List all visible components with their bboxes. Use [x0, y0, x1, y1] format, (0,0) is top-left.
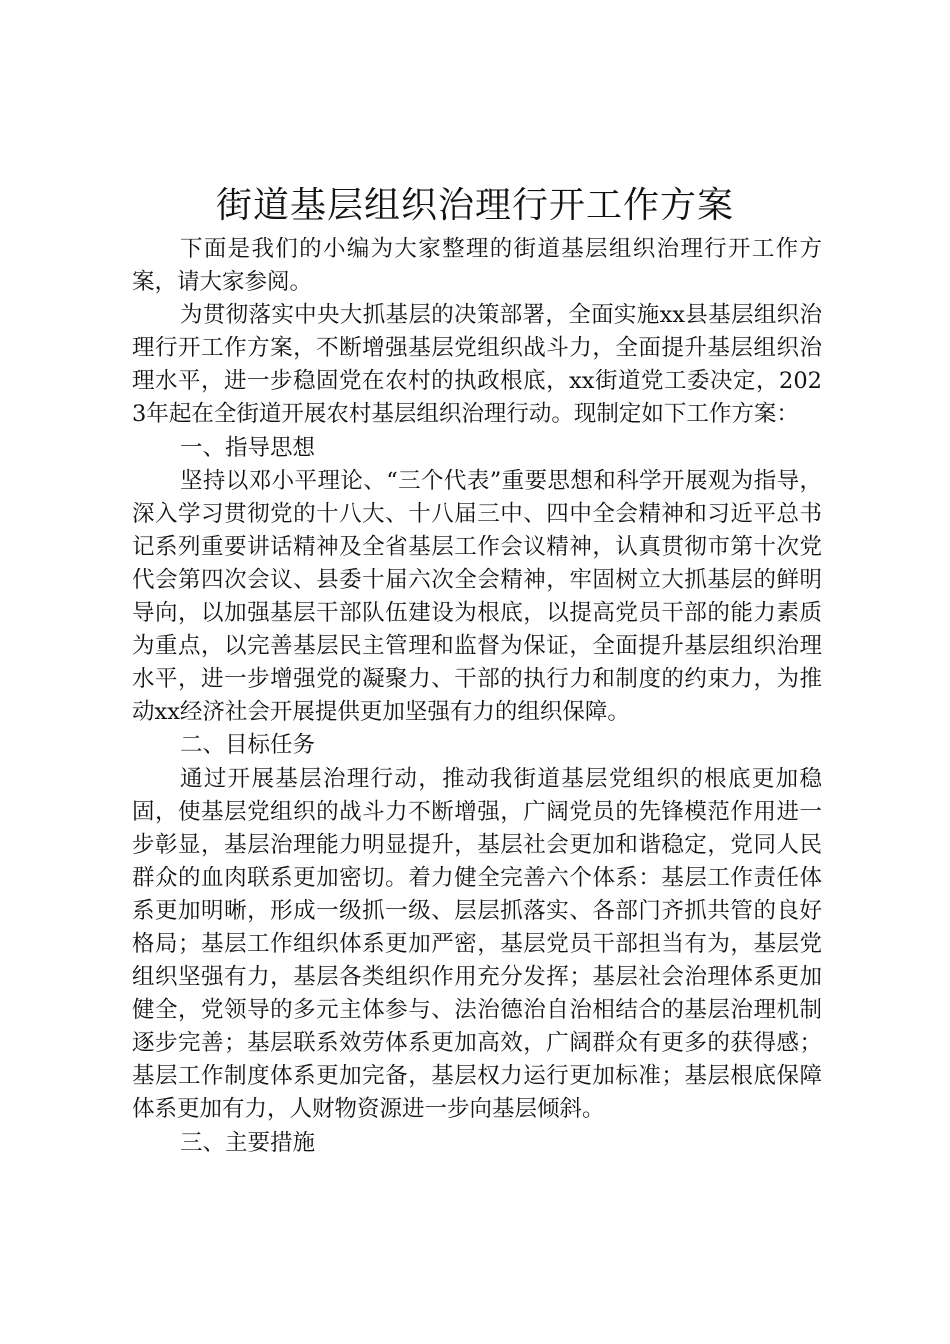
guiding-ideology-paragraph: 坚持以邓小平理论、“三个代表”重要思想和科学开展观为指导，深入学习贯彻党的十八大、十八届三中、四中全会精神和习近平总书记系列重要讲话精神及全省基层工作会议精神，认真贯彻市第十次党代会第四次会议、县委十届六次全会精神，牢固树立大抓基层的鲜明导向，以加强基层干部队伍建设为根底，以提高党员干部的能力素质为重点，以完善基层民主管理和监督为保证，全面提升基层组织治理水平，进一步增强党的凝聚力、干部的执行力和制度的约束力，为推动xx经济社会开展提供更加坚强有力的组织保障。 [132, 467, 822, 726]
section-heading-main-measures: 三、主要措施 [180, 1129, 316, 1156]
document-title: 街道基层组织治理行开工作方案 [215, 185, 734, 226]
document-body [132, 233, 822, 1160]
intro-paragraph: 下面是我们的小编为大家整理的街道基层组织治理行开工作方案，请大家参阅。 [132, 236, 822, 296]
objectives-paragraph: 通过开展基层治理行动，推动我街道基层党组织的根底更加稳固，使基层党组织的战斗力不断增强，广阔党员的先锋模范作用进一步彰显，基层治理能力明显提升，基层社会更加和谐稳定，党同人民群众的血肉联系更加密切。着力健全完善六个体系：基层工作责任体系更加明晰，形成一级抓一级、层层抓落实、各部门齐抓共管的良好格局；基层工作组织体系更加严密，基层党员干部担当有为，基层党组织坚强有力，基层各类组织作用充分发挥；基层社会治理体系更加健全，党领导的多元主体参与、法治德治自治相结合的基层治理机制逐步完善；基层联系效劳体系更加高效，广阔群众有更多的获得感；基层工作制度体系更加完备，基层权力运行更加标准；基层根底保障体系更加有力，人财物资源进一步向基层倾斜。 [132, 765, 822, 1123]
purpose-paragraph: 为贯彻落实中央大抓基层的决策部署，全面实施xx县基层组织治理行开工作方案，不断增强基层党组织战斗力，全面提升基层组织治理水平，进一步稳固党在农村的执政根底，xx街道党工委决定，2023年起在全街道开展农村基层组织治理行动。现制定如下工作方案： [132, 302, 822, 428]
section-heading-guiding-ideology: 一、指导思想 [180, 434, 316, 461]
section-heading-objectives: 二、目标任务 [180, 732, 316, 759]
